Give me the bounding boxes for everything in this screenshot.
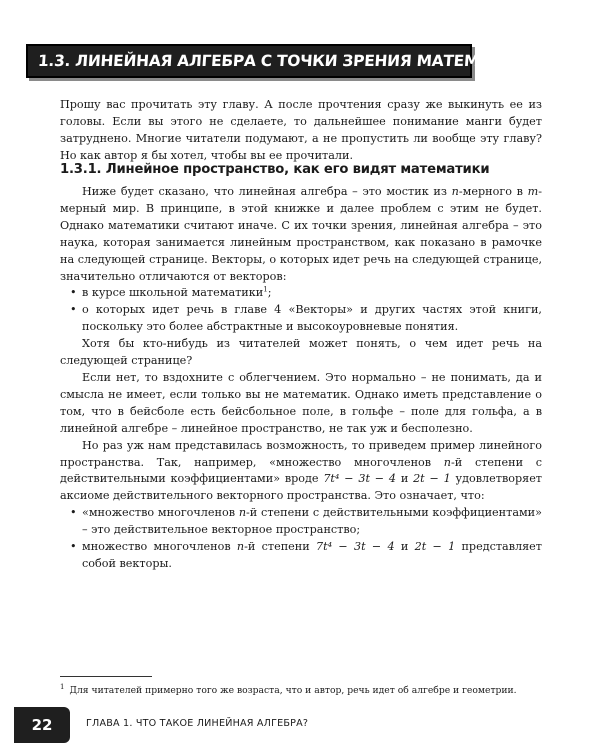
chapter-title: 1.3. ЛИНЕЙНАЯ АЛГЕБРА С ТОЧКИ ЗРЕНИЯ МАТЕМАТИКОВ	[37, 52, 552, 70]
page-number: 22	[31, 716, 53, 734]
paragraph-4: Но раз уж нам представилась возможность, то приведем пример линейного пространства. Так, например, «множество многочленов n-й степени с действительными коэффициентами» вроде 7t⁴ − 3t − 4 и 2t − 1 удовлетворяет аксиоме действительного векторного пространства. Это означает, что:	[60, 438, 543, 503]
paragraph-3: Если нет, то вздохните с облегчением. Это нормально – не понимать, да и смысла не имеет, если только вы не математик. Однако иметь представление о том, что в бейсболе есть бейсбольное поле, в гольфе – поле для гольфа, а в линейной алгебре – линейное пространство, не так уж и бесполезно.	[60, 370, 542, 435]
polynomial: 7t⁴ − 3t − 4	[323, 472, 397, 486]
page-number-tab	[14, 707, 70, 743]
vectors-list	[60, 285, 542, 336]
footnote-marker: 1	[60, 682, 65, 691]
paragraph-2: Хотя бы кто-нибудь из читателей может понять, о чем идет речь на следующей странице?	[60, 337, 542, 368]
section-body	[60, 184, 542, 573]
conclusions-list	[60, 505, 542, 573]
running-head: ГЛАВА 1. ЧТО ТАКОЕ ЛИНЕЙНАЯ АЛГЕБРА?	[86, 718, 309, 729]
list-item: • о которых идет речь в главе 4 «Векторы» и других частях этой книги, поскольку это более абстрактные и высокоуровневые понятия.	[60, 302, 542, 336]
list-item: • «множество многочленов n-й степени с действительными коэффициентами» – это действительное векторное пространство;	[60, 505, 542, 539]
chapter-title-bar	[26, 44, 552, 78]
footnote-ref[interactable]: 1	[263, 285, 268, 294]
intro-paragraph: Прошу вас прочитать эту главу. А после прочтения сразу же выкинуть ее из головы. Если вы этого не сделаете, то дальнейшее понимание манги будет затруднено. Многие читатели подумают, а не пропустить ли вообще эту главу? Но как автор я бы хотел, чтобы вы ее прочитали.	[60, 98, 542, 162]
intro-block	[60, 97, 542, 165]
polynomial: 2t − 1	[414, 540, 456, 554]
footnote-divider	[60, 676, 152, 677]
section-title: 1.3.1. Линейное пространство, как его видят математики	[60, 162, 490, 177]
list-item: • множество многочленов n-й степени 7t⁴ − 3t − 4 и 2t − 1 представляет собой векторы.	[60, 539, 542, 573]
list-item: • в курсе школьной математики$^1$;	[60, 285, 542, 302]
paragraph-1: Ниже будет сказано, что линейная алгебра – это мостик из n-мерного в m-мерный мир. В принципе, в этой книжке и далее проблем с этим не будет. Однако математики считают иначе. С их точки зрения, линейная алгебра – это наука, которая занимается линейным пространством, как показано в рамочке на следующей странице. Векторы, о которых идет речь на следующей странице, значительно отличаются от векторов:	[60, 185, 543, 283]
footnote	[60, 684, 542, 697]
polynomial: 7t⁴ − 3t − 4	[315, 540, 395, 554]
polynomial: 2t − 1	[413, 472, 451, 486]
footnote-text: Для читателей примерно того же возраста, что и автор, речь идет об алгебре и геометрии.	[69, 685, 517, 696]
